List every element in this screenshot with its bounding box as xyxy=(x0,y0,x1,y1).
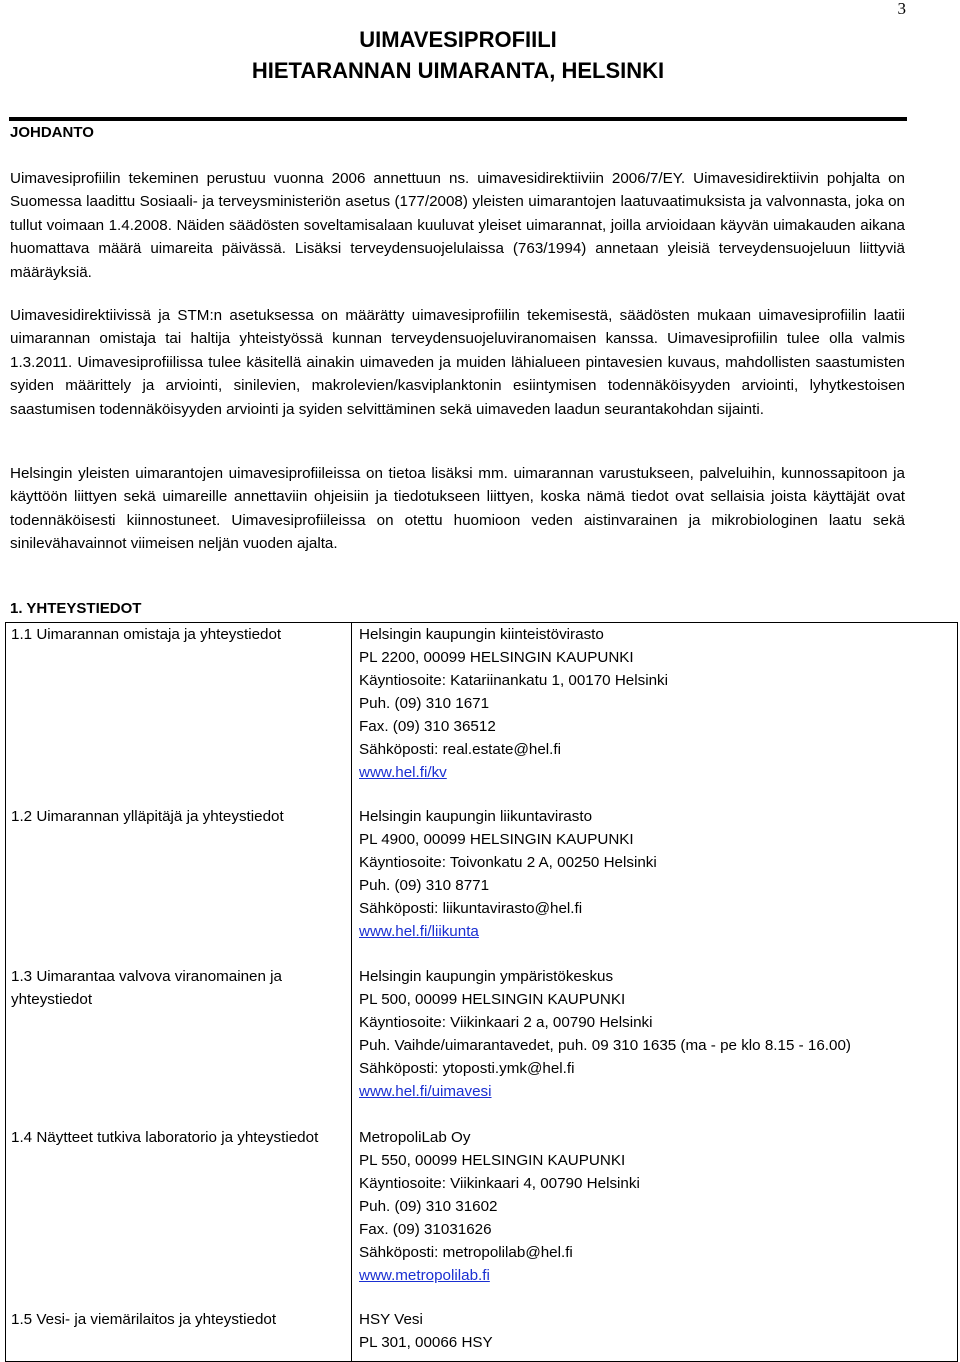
maintainer-website-link[interactable]: www.hel.fi/liikunta xyxy=(359,923,479,940)
contact-line: Fax. (09) 310 36512 xyxy=(359,718,496,735)
contact-line: PL 500, 00099 HELSINGIN KAUPUNKI xyxy=(359,991,626,1008)
row-label-water-utility: 1.5 Vesi- ja viemärilaitos ja yhteystiedot xyxy=(11,1311,277,1328)
intro-paragraph-1: Uimavesiprofiilin tekeminen perustuu vuonna 2006 annettuun ns. uimavesidirektiiviin 2006/7/EY. Uimavesidirektiivin pohjalta on Suomessa laadittu Sosiaali- ja terveysministeriön asetus (177/2008) yleisten uimarantojen laatuvaatimuksista ja valvonnasta, joka on tullut voimaan 1.4.2008. Näiden säädösten soveltamisalaan kuuluvat yleiset uimarannat, joilla arvioidaan käyvän uimakauden aikana huomattava määrä uimareita päivässä. Lisäksi terveydensuojelulaissa (763/1994) annetaan yleisiä terveydensuojeluun liittyviä määräyksiä. xyxy=(10,170,905,281)
section-heading-contacts: 1. YHTEYSTIEDOT xyxy=(10,600,142,617)
page-number: 3 xyxy=(897,0,906,18)
intro-paragraph-2: Uimavesidirektiivissä ja STM:n asetuksessa on määrätty uimavesiprofiilin tekemisestä, säädösten mukaan uimavesiprofiilin laatii uimarannan omistaja tai haltija yhteistyössä kunnan terveydensuojeluviranomaisen kanssa. Uimavesiprofiilin tulee olla valmis 1.3.2011. Uimavesiprofiilissa tulee käsitellä ainakin uimaveden ja muiden lähialueen pintavesien kuvaus, mahdollisten saastumisten syiden määrittely ja arviointi, sinilevien, makrolevien/kasviplanktonin esiintymisen todennäköisyyden arviointi, lyhytkestoisen saastumisen todennäköisyyden arviointi ja syiden selvittäminen sekä uimaveden laadun seurantakohdan sijainti. xyxy=(10,307,905,418)
contact-line: Käyntiosoite: Viikinkaari 4, 00790 Helsinki xyxy=(359,1175,640,1192)
contact-line: Puh. (09) 310 31602 xyxy=(359,1198,498,1215)
row-label-authority: 1.3 Uimarantaa valvova viranomainen ja yhteystiedot xyxy=(11,968,282,1008)
contact-line: Sähköposti: ytoposti.ymk@hel.fi xyxy=(359,1060,575,1077)
contact-line: Helsingin kaupungin kiinteistövirasto xyxy=(359,626,604,643)
row-label-owner: 1.1 Uimarannan omistaja ja yhteystiedot xyxy=(11,626,282,643)
intro-heading: JOHDANTO xyxy=(10,124,94,141)
intro-paragraph-3: Helsingin yleisten uimarantojen uimavesiprofiileissa on tietoa lisäksi mm. uimarannan varustukseen, palveluihin, kunnossapitoon ja käyttöön liittyen sekä uimareille annettaviin ohjeisiin ja tiedotukseen liittyen, koska nämä tiedot ovat sellaisia joista käyttäjät ovat todennäköisesti kiinnostuneet. Uimavesiprofiileissa on otettu huomioon veden aistinvarainen ja mikrobiologinen laatu sekä sinilevähavainnot viimeisen neljän vuoden ajalta. xyxy=(10,465,905,553)
contact-line: Fax. (09) 31031626 xyxy=(359,1221,492,1238)
row-value-authority xyxy=(359,965,949,1103)
laboratory-website-link[interactable]: www.metropolilab.fi xyxy=(359,1267,490,1284)
owner-website-link[interactable]: www.hel.fi/kv xyxy=(359,764,447,781)
authority-website-link[interactable]: www.hel.fi/uimavesi xyxy=(359,1083,492,1100)
contact-line: Sähköposti: real.estate@hel.fi xyxy=(359,741,561,758)
contact-line: Helsingin kaupungin liikuntavirasto xyxy=(359,808,593,825)
contact-line: HSY Vesi xyxy=(359,1311,423,1328)
heading-divider xyxy=(9,117,907,121)
contact-line: Puh. (09) 310 1671 xyxy=(359,695,490,712)
contact-line: Puh. Vaihde/uimarantavedet, puh. 09 310 1635 (ma - pe klo 8.15 - 16.00) xyxy=(359,1037,851,1054)
contact-line: PL 301, 00066 HSY xyxy=(359,1334,493,1351)
contact-line: Sähköposti: liikuntavirasto@hel.fi xyxy=(359,900,583,917)
contact-line: PL 550, 00099 HELSINGIN KAUPUNKI xyxy=(359,1152,626,1169)
contact-line: Käyntiosoite: Viikinkaari 2 a, 00790 Helsinki xyxy=(359,1014,653,1031)
document-subtitle: HIETARANNAN UIMARANTA, HELSINKI xyxy=(251,58,665,83)
row-label-maintainer: 1.2 Uimarannan ylläpitäjä ja yhteystiedot xyxy=(11,808,284,825)
row-value-water-utility xyxy=(359,1308,949,1354)
row-value-maintainer xyxy=(359,805,949,943)
document-title: UIMAVESIPROFIILI xyxy=(359,27,557,52)
row-label-laboratory: 1.4 Näytteet tutkiva laboratorio ja yhteystiedot xyxy=(11,1129,319,1146)
contact-line: Puh. (09) 310 8771 xyxy=(359,877,490,894)
contact-line: Käyntiosoite: Toivonkatu 2 A, 00250 Helsinki xyxy=(359,854,657,871)
row-value-laboratory xyxy=(359,1126,949,1287)
table-column-divider xyxy=(351,623,352,1361)
contact-line: PL 2200, 00099 HELSINGIN KAUPUNKI xyxy=(359,649,634,666)
contact-line: MetropoliLab Oy xyxy=(359,1129,471,1146)
contact-line: Helsingin kaupungin ympäristökeskus xyxy=(359,968,614,985)
contact-line: PL 4900, 00099 HELSINGIN KAUPUNKI xyxy=(359,831,634,848)
row-value-owner xyxy=(359,623,949,784)
contact-table xyxy=(5,622,958,1362)
contact-line: Käyntiosoite: Katariinankatu 1, 00170 Helsinki xyxy=(359,672,669,689)
contact-line: Sähköposti: metropolilab@hel.fi xyxy=(359,1244,573,1261)
